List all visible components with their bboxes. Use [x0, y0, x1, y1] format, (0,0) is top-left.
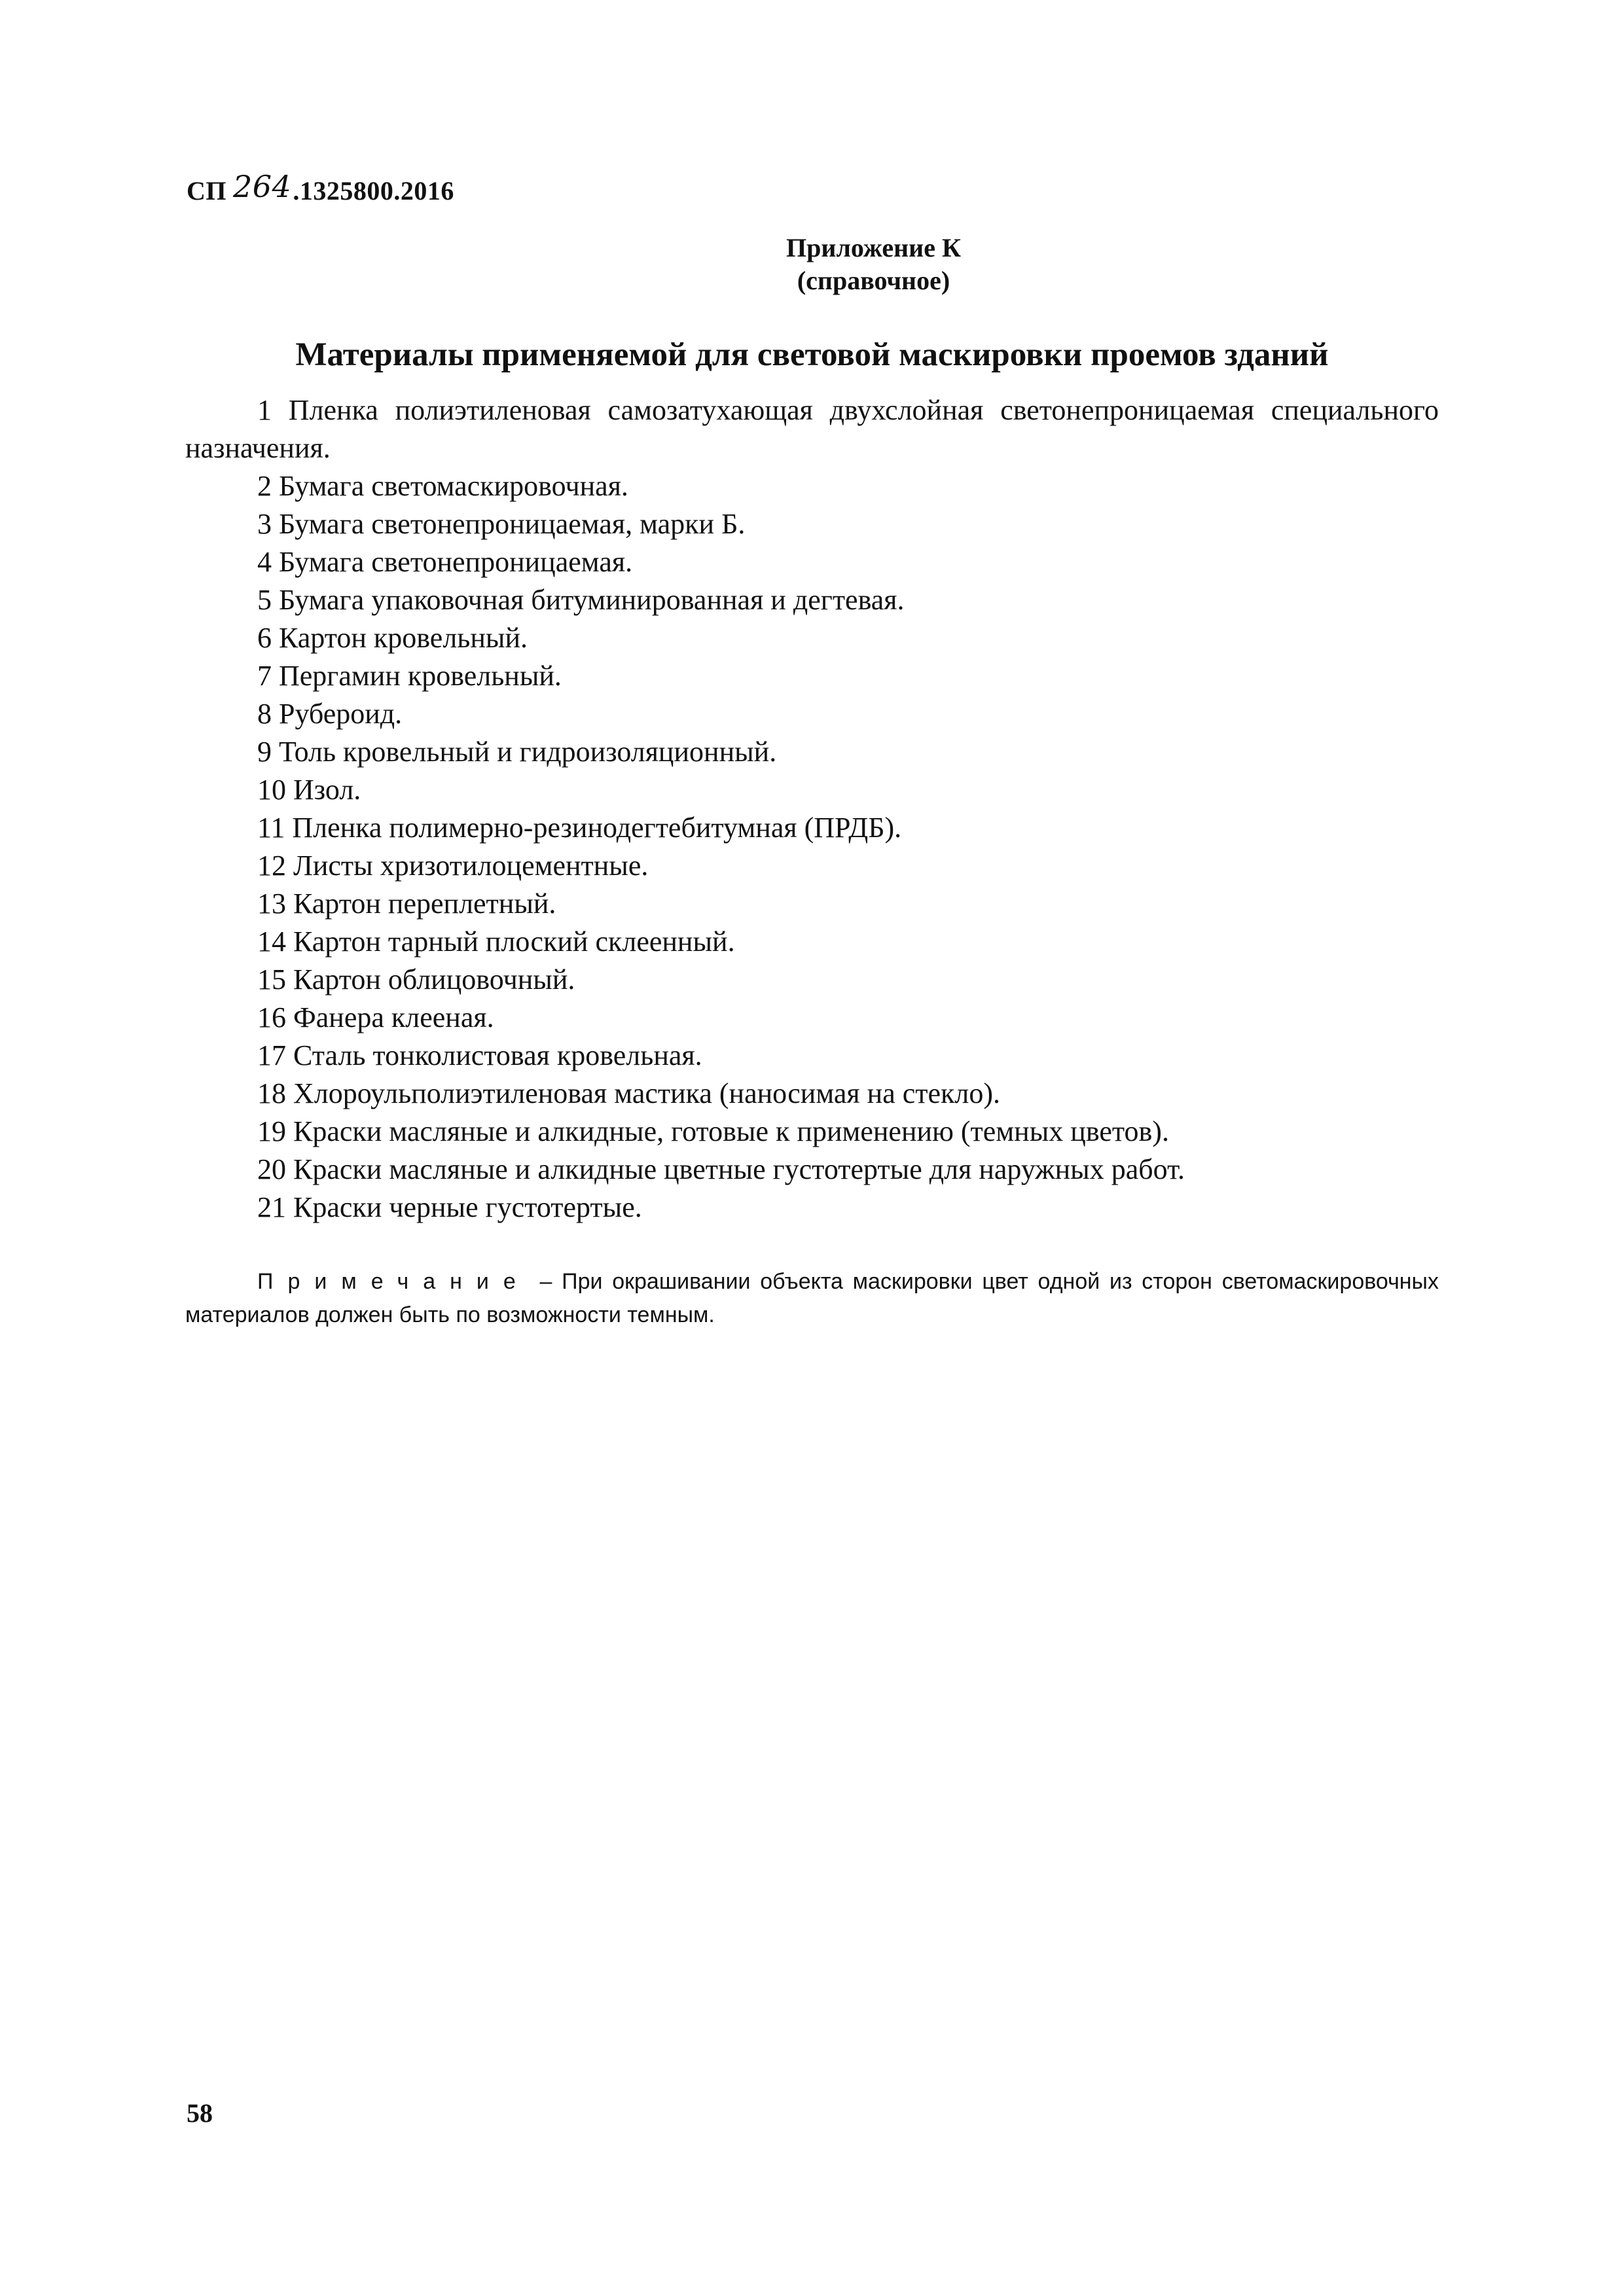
list-item: 8 Рубероид. — [257, 698, 403, 730]
list-item: 3 Бумага светонепроницаемая, марки Б. — [257, 508, 746, 540]
list-item: 21 Краски черные густотертые. — [257, 1191, 642, 1223]
list-item: 9 Толь кровельный и гидроизоляционный. — [257, 736, 777, 768]
document-code — [187, 171, 454, 207]
document-code-handwritten: 264 — [233, 169, 292, 204]
list-item: 4 Бумага светонепроницаемая. — [257, 546, 633, 578]
list-item: 2 Бумага светомаскировочная. — [257, 470, 628, 502]
section-title: Материалы применяемой для световой маскировки проемов зданий — [295, 336, 1329, 373]
list-item: 13 Картон переплетный. — [257, 888, 556, 920]
appendix-heading: Приложение К — [786, 233, 961, 262]
list-item: 10 Изол. — [257, 774, 361, 806]
document-code-suffix: .1325800.2016 — [293, 176, 454, 206]
list-item: 1 Пленка полиэтиленовая самозатухающая двухслойная светонепроницаемая специального назначения. — [185, 394, 1439, 464]
list-item: 17 Сталь тонколистовая кровельная. — [257, 1039, 702, 1071]
appendix-type: (справочное) — [797, 266, 950, 295]
note-text: – При окрашивании объекта маскировки цвет одной из сторон светомаскировочных материалов должен быть по возможности темным. — [185, 1269, 1439, 1327]
list-item: 7 Пергамин кровельный. — [257, 660, 562, 692]
materials-list — [185, 391, 1439, 1227]
list-item: 16 Фанера клееная. — [257, 1001, 494, 1033]
list-item: 5 Бумага упаковочная битуминированная и дегтевая. — [257, 584, 905, 616]
page-number: 58 — [187, 2098, 213, 2128]
list-item: 14 Картон тарный плоский склеенный. — [257, 925, 735, 958]
list-item: 12 Листы хризотилоцементные. — [257, 850, 649, 882]
document-code-prefix: СП — [187, 176, 226, 206]
list-item: 15 Картон облицовочный. — [257, 963, 575, 996]
list-item: 18 Хлороульполиэтиленовая мастика (наносимая на стекло). — [257, 1077, 1000, 1109]
note-label: Примечание — [257, 1269, 530, 1294]
list-item: 6 Картон кровельный. — [257, 622, 528, 654]
list-item: 11 Пленка полимерно-резинодегтебитумная (ПРДБ). — [257, 812, 902, 844]
list-item: 19 Краски масляные и алкидные, готовые к применению (темных цветов). — [257, 1115, 1169, 1147]
note-block — [185, 1265, 1439, 1332]
list-item: 20 Краски масляные и алкидные цветные густотертые для наружных работ. — [257, 1153, 1185, 1185]
